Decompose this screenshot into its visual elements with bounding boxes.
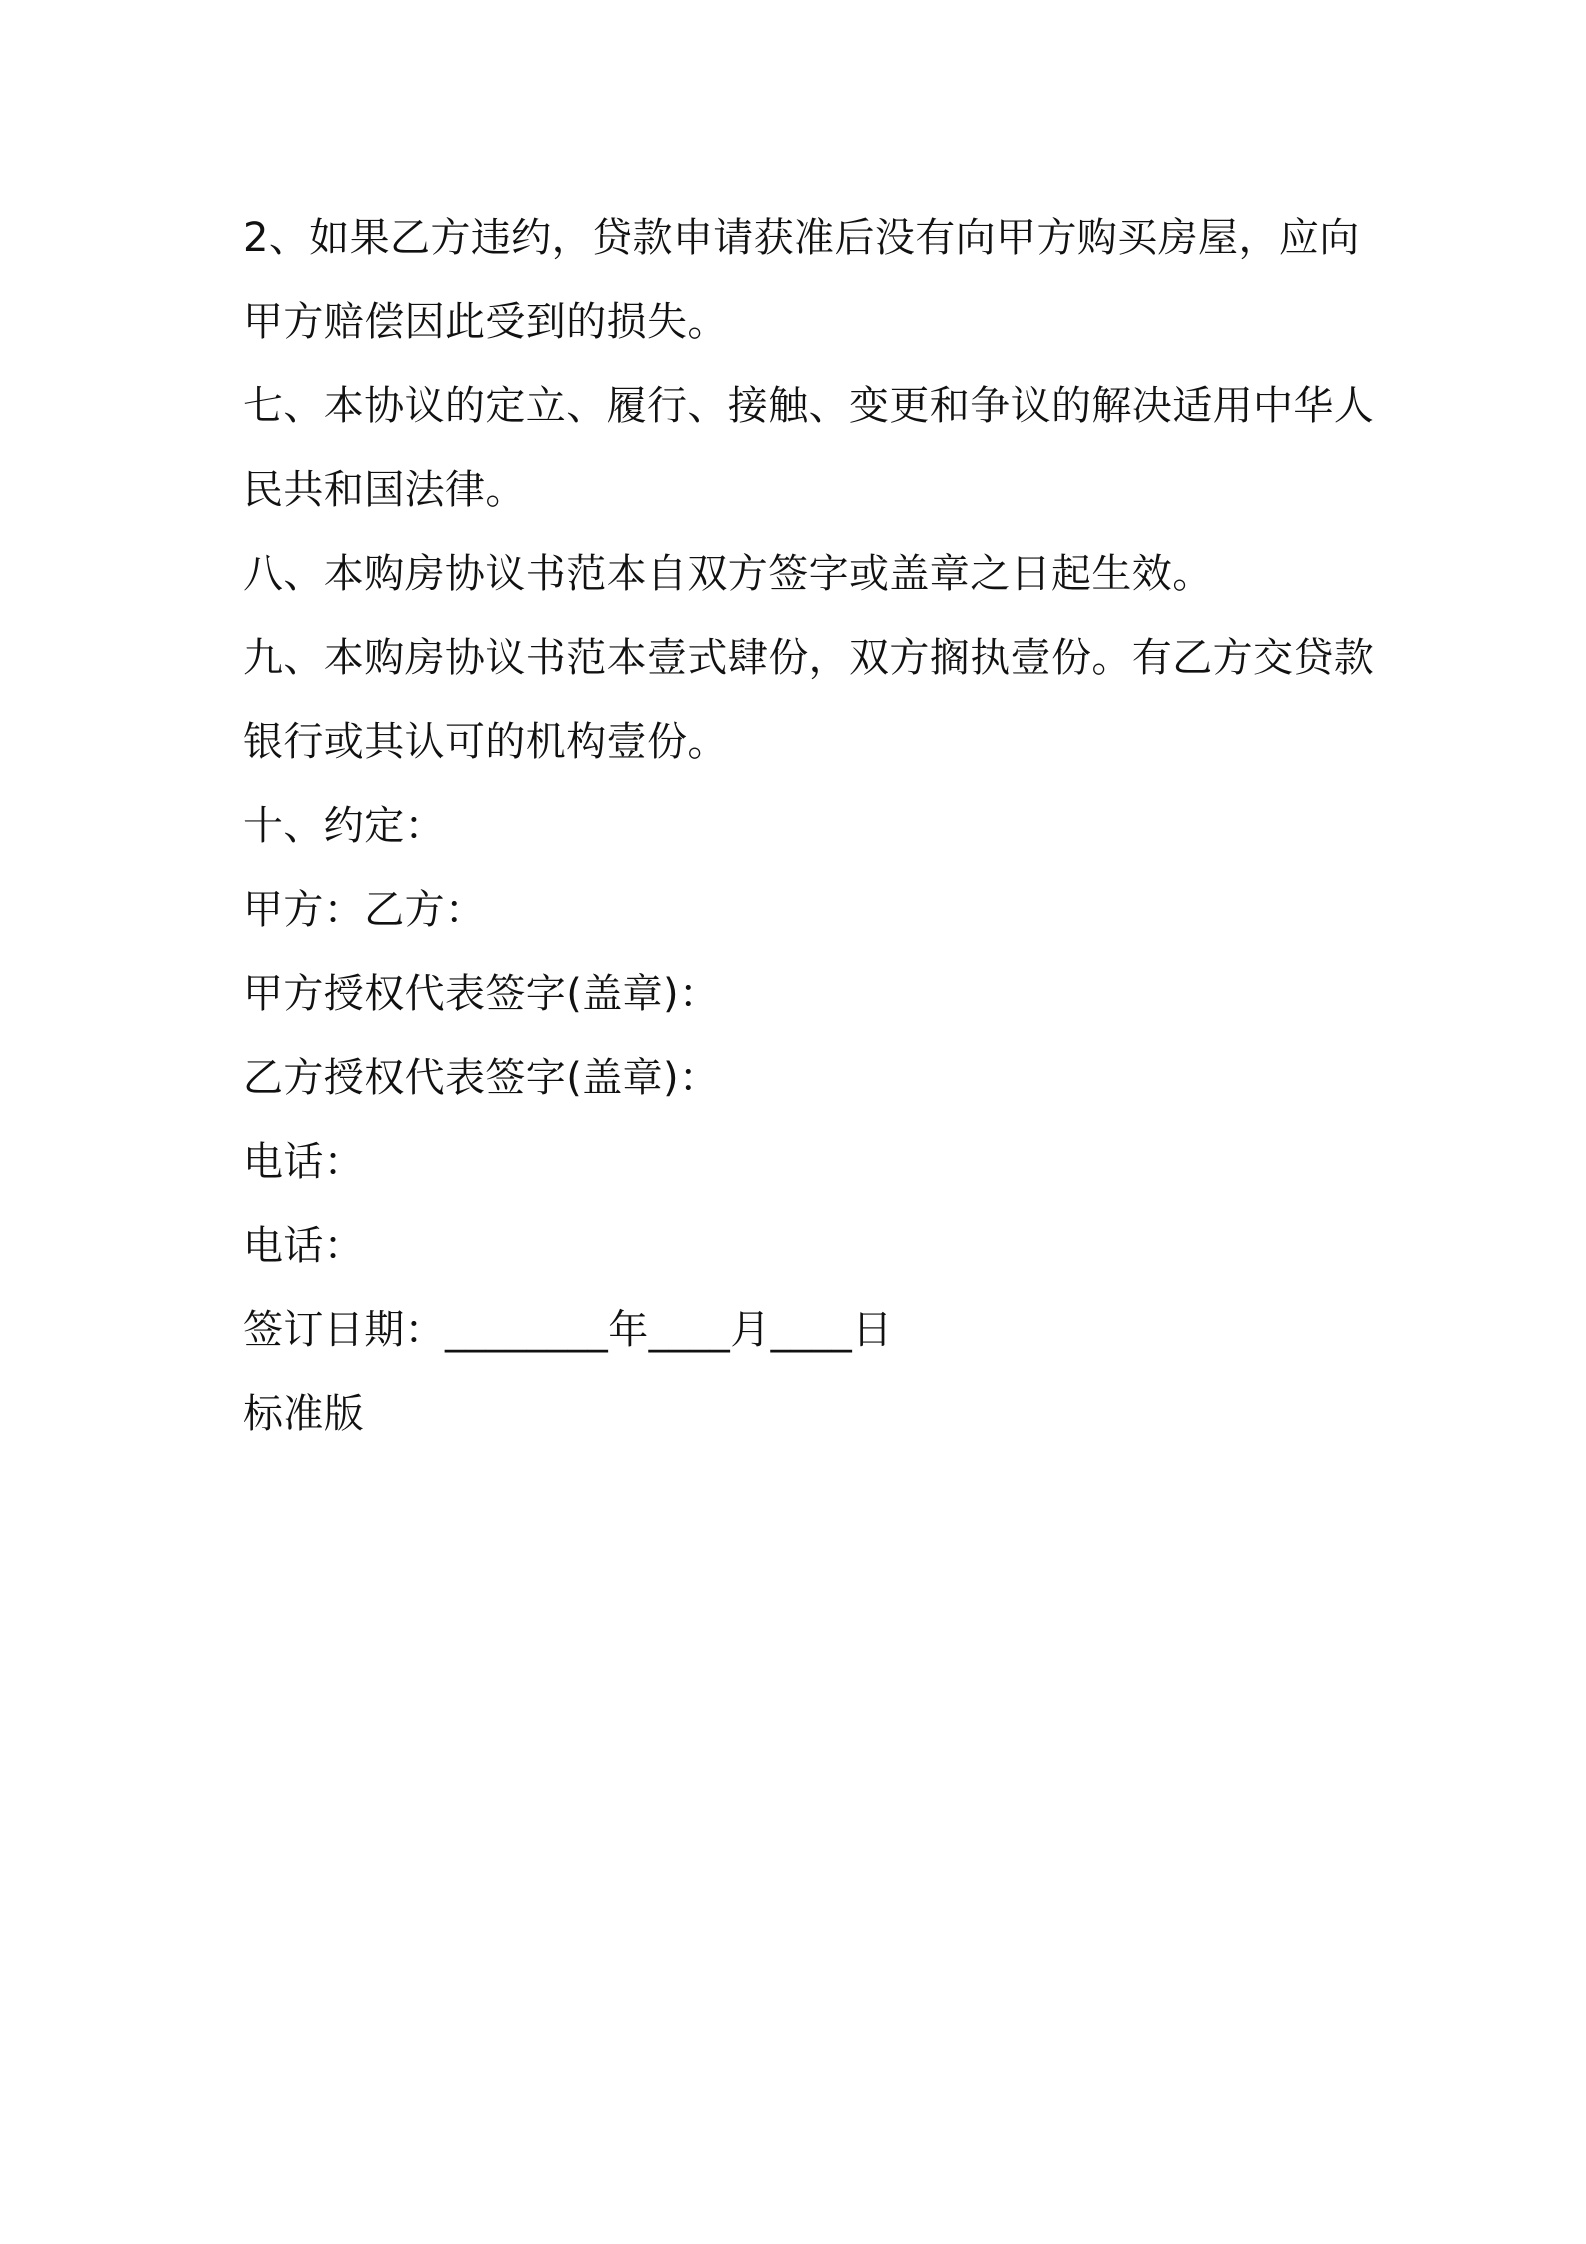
clause-9-copies-line-2: 银行或其认可的机构壹份。 [243, 719, 728, 765]
clause-2-breach-line-1: 2、如果乙方违约，贷款申请获准后没有向甲方购买房屋，应向 [243, 215, 1360, 261]
phone-line-b: 电话： [243, 1223, 365, 1269]
party-b-signature: 乙方授权代表签字(盖章)： [243, 1055, 720, 1101]
signing-date: 签订日期：________年____月____日 [243, 1307, 893, 1353]
clause-2-breach-line-2: 甲方赔偿因此受到的损失。 [243, 299, 728, 345]
parties-label: 甲方：乙方： [243, 887, 486, 933]
document-body [243, 196, 1375, 1456]
clause-7-governing-law-line-1: 七、本协议的定立、履行、接触、变更和争议的解决适用中华人 [243, 383, 1375, 429]
version-label: 标准版 [243, 1391, 365, 1437]
clause-10-agreement: 十、约定： [243, 803, 445, 849]
clause-7-governing-law-line-2: 民共和国法律。 [243, 467, 526, 513]
party-a-signature: 甲方授权代表签字(盖章)： [243, 971, 720, 1017]
phone-line-a: 电话： [243, 1139, 365, 1185]
clause-9-copies-line-1: 九、本购房协议书范本壹式肆份，双方搁执壹份。有乙方交贷款 [243, 635, 1375, 681]
clause-8-effective: 八、本购房协议书范本自双方签字或盖章之日起生效。 [243, 551, 1213, 597]
